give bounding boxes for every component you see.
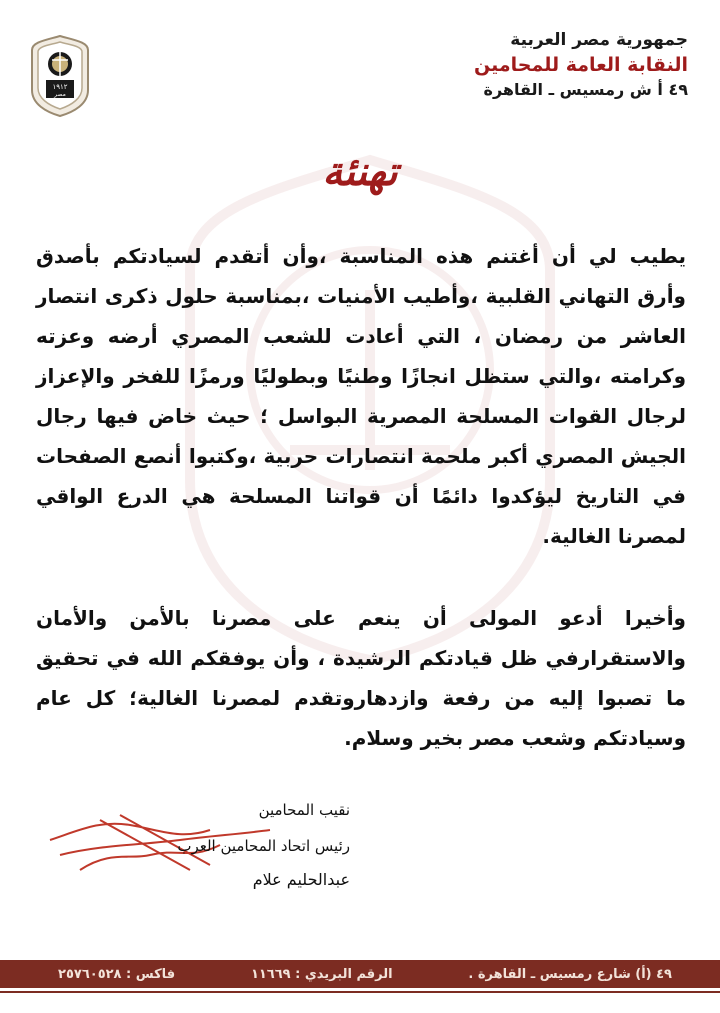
logo-year: ١٩١٢ bbox=[52, 83, 68, 91]
syndicate-logo bbox=[28, 34, 92, 118]
signatory-position: رئيس اتحاد المحامين العرب bbox=[177, 837, 350, 855]
footer-bar bbox=[0, 960, 720, 988]
letter-title: تهنئة bbox=[322, 148, 398, 195]
header-address: ٤٩ أ ش رمسيس ـ القاهرة bbox=[483, 80, 688, 99]
country-name: جمهورية مصر العربية bbox=[510, 30, 688, 50]
signature-block bbox=[130, 792, 350, 896]
letterhead bbox=[0, 20, 720, 120]
footer-divider bbox=[0, 991, 720, 993]
logo-country: مصر bbox=[54, 91, 66, 98]
signatory-name: عبدالحليم علام bbox=[252, 870, 350, 889]
syndicate-name: النقابة العامة للمحامين bbox=[474, 54, 688, 76]
letterhead-text bbox=[388, 28, 688, 102]
paragraph: يطيب لي أن أغتنم هذه المناسبة ،وأن أتقدم لسيادتكم بأصدق وأرق التهاني القلبية ،وأطيب الأمنيات ،بمناسبة حلول ذكرى انتصار العاشر من رمضان ، التي أعادت للشعب المصري أرضه وعزته وكرامته ،والتي ستظل انجازًا وطنيًا وبطوليًا ورمزًا للفخر والإعزاز لرجال القوات المسلحة المصرية البواسل ؛ حيث خاض فيها رجال الجيش المصري أكبر ملحمة انتصارات حربية ،وكتبوا أنصع الصفحات في التاريخ ليؤكدوا دائمًا أن قواتنا المسلحة هي الدرع الواقي لمصرنا الغالية. bbox=[36, 244, 686, 548]
letter-body bbox=[36, 236, 686, 758]
footer-postal-code: الرقم البريدي : ١١٦٦٩ bbox=[250, 966, 393, 982]
footer-fax: فاكس : ٢٥٧٦٠٥٢٨ bbox=[58, 966, 176, 982]
paragraph: وأخيرا أدعو المولى أن ينعم على مصرنا بالأمن والأمان والاستقرارفي ظل قيادتكم الرشيدة ، وأن يوفقكم الله في تحقيق ما تصبوا إليه من رفعة وازدهاروتقدم لمصرنا الغالية؛ كل عام وسيادتكم وشعب مصر بخير وسلام. bbox=[36, 606, 686, 750]
footer-address: ٤٩ (أ) شارع رمسيس ـ القاهرة . bbox=[468, 966, 672, 982]
signatory-title: نقيب المحامين bbox=[258, 801, 350, 819]
